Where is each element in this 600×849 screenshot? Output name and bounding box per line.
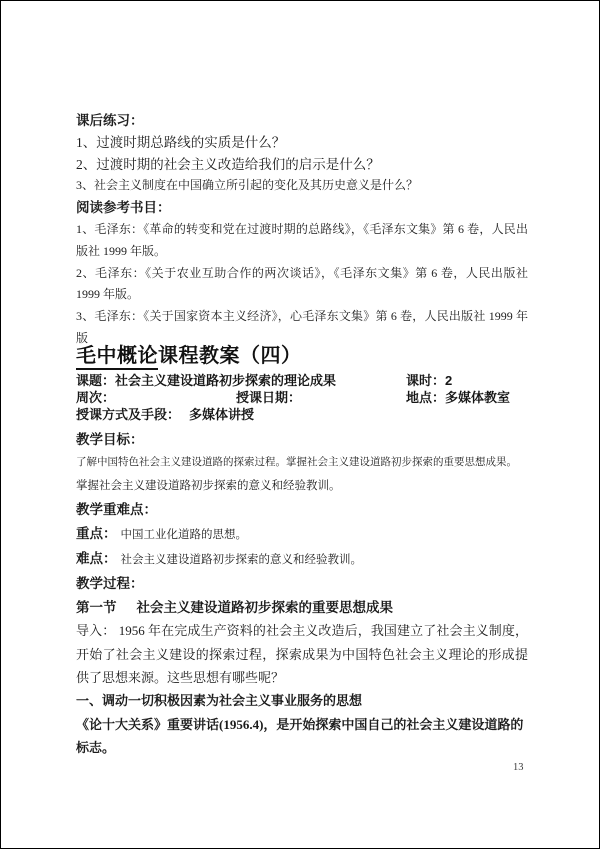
intro-label: 导入： [76, 623, 116, 639]
week-label: 周次： [76, 390, 116, 406]
keypoints-heading: 教学重难点： [76, 502, 157, 518]
reading-item: 1、毛泽东：《革命的转变和党在过渡时期的总路线》，《毛泽东文集》第 6 卷，人民出版社 1999 年版。 [76, 221, 528, 258]
objectives-heading: 教学目标： [76, 432, 144, 447]
difficulty-line [76, 547, 528, 572]
top-section [76, 110, 528, 350]
section-heading [76, 596, 528, 619]
intro-text: 1956 年在完成生产资料的社会主义改造后，我国建立了社会主义制度，开始了社会主义建设的探索过程，探索成果为中国特色社会主义理论的形成提供了思想来源。这些思想有哪些呢？ [76, 623, 528, 686]
lesson-meta [76, 372, 546, 424]
difficulty-value: 社会主义建设道路初步探索的意义和经验教训。 [120, 554, 362, 567]
meta-row-schedule [76, 389, 546, 406]
reading-heading: 阅读参考书目： [76, 200, 171, 216]
section-label: 第一节 [76, 599, 117, 615]
method-value: 多媒体讲授 [189, 407, 255, 423]
reading-item: 2、毛泽东：《关于农业互助合作的两次谈话》，《毛泽东文集》第 6 卷，人民出版社 1999 年版。 [76, 265, 528, 302]
hours-cell [406, 372, 452, 389]
hours-label: 课时： [406, 373, 446, 388]
point1-title: 一、调动一切积极因素为社会主义事业服务的思想 [76, 693, 363, 709]
intro-paragraph [76, 619, 528, 689]
lesson-title-underlined: 毛中概论 [76, 345, 158, 370]
focus-line [76, 522, 528, 547]
location-label: 地点： [406, 390, 446, 406]
meta-row-topic [76, 372, 546, 389]
hours-value: 2 [445, 373, 453, 388]
homework-item: 2、过渡时期的社会主义改造给我们的启示是什么？ [76, 156, 380, 172]
objectives-line: 掌握社会主义建设道路初步探索的意义和经验教训。 [76, 479, 341, 492]
homework-item: 3、社会主义制度在中国确立所引起的变化及其历史意义是什么？ [76, 178, 419, 193]
lesson-title [76, 339, 302, 368]
method-label: 授课方式及手段： [76, 407, 181, 423]
topic-label: 课题： [76, 373, 116, 388]
homework-heading: 课后练习： [76, 113, 144, 128]
section-title: 社会主义建设道路初步探索的重要思想成果 [136, 599, 393, 615]
date-label: 授课日期： [236, 390, 302, 406]
difficulty-label: 难点： [76, 551, 117, 567]
page-number: 13 [513, 762, 524, 773]
focus-label: 重点： [76, 525, 117, 541]
process-heading: 教学过程： [76, 576, 144, 592]
topic-value: 社会主义建设道路初步探索的理论成果 [115, 373, 337, 388]
reading-item: 3、毛泽东：《关于国家资本主义经济》，心毛泽东文集》第 6 卷，人民出版社 1999 年版 [76, 309, 528, 345]
location-value: 多媒体教室 [445, 390, 511, 406]
point1-detail: 《论十大关系》重要讲话(1956.4)，是开始探索中国自己的社会主义建设道路的标志。 [76, 716, 524, 756]
lesson-title-rest: 课程教案（四） [158, 345, 302, 367]
homework-item: 1、过渡时期总路线的实质是什么？ [76, 134, 286, 150]
lower-section [76, 428, 528, 760]
location-cell [406, 389, 510, 406]
meta-row-method [76, 406, 546, 423]
focus-value: 中国工业化道路的思想。 [120, 528, 247, 541]
objectives-line: 了解中国特色社会主义建设道路的探索过程。掌握社会主义建设道路初步探索的重要思想成果。 [76, 457, 517, 469]
